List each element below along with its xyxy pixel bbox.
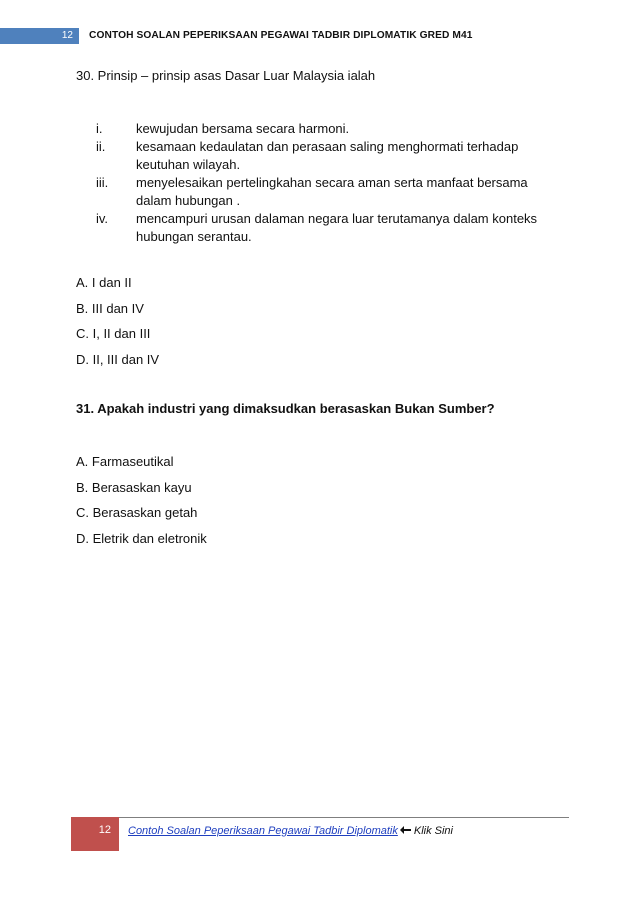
question-30: 30. Prinsip – prinsip asas Dasar Luar Malaysia ialah <box>76 68 376 83</box>
statement-text: mencampuri urusan dalaman negara luar terutamanya dalam konteks hubungan serantau. <box>136 211 538 244</box>
answer-option: D. II, III dan IV <box>76 351 160 367</box>
statement-numeral: iv. <box>96 211 109 226</box>
answer-option: A. Farmaseutikal <box>76 454 174 469</box>
answer-option: C. Berasaskan getah <box>76 505 198 520</box>
question-31: 31. Apakah industri yang dimaksudkan berasaskan Bukan Sumber? <box>76 401 495 416</box>
footer-click-label[interactable]: Klik Sini <box>413 825 453 837</box>
statement-item <box>96 120 556 138</box>
statement-numeral: ii. <box>96 139 106 154</box>
footer-text <box>128 824 453 839</box>
answer-options-31 <box>76 453 207 555</box>
header-title: CONTOH SOALAN PEPERIKSAAN PEGAWAI TADBIR DIPLOMATIK GRED M41 <box>89 30 473 41</box>
footer-link[interactable]: Contoh Soalan Peperiksaan Pegawai Tadbir Diplomatik <box>128 825 398 837</box>
statement-item <box>96 138 556 174</box>
answer-options-30 <box>76 274 159 376</box>
statement-item <box>96 174 556 210</box>
footer-page-number: 12 <box>71 817 119 851</box>
answer-option: D. Eletrik dan eletronik <box>76 530 207 546</box>
answer-option: B. III dan IV <box>76 300 144 316</box>
statement-numeral: iii. <box>96 175 109 190</box>
answer-option: A. I dan II <box>76 275 132 290</box>
answer-option: B. Berasaskan kayu <box>76 479 192 495</box>
footer-rule <box>118 817 569 818</box>
answer-option: C. I, II dan III <box>76 326 151 341</box>
header-page-number: 12 <box>0 28 79 44</box>
statement-text: menyelesaikan pertelingkahan secara aman serta manfaat bersama dalam hubungan . <box>136 175 528 208</box>
statement-numeral: i. <box>96 121 103 136</box>
statement-item <box>96 210 556 246</box>
statement-text: kesamaan kedaulatan dan perasaan saling menghormati terhadap keutuhan wilayah. <box>136 139 519 172</box>
statement-text: kewujudan bersama secara harmoni. <box>136 121 350 136</box>
statement-list <box>96 120 556 246</box>
arrow-left-icon <box>400 825 412 839</box>
